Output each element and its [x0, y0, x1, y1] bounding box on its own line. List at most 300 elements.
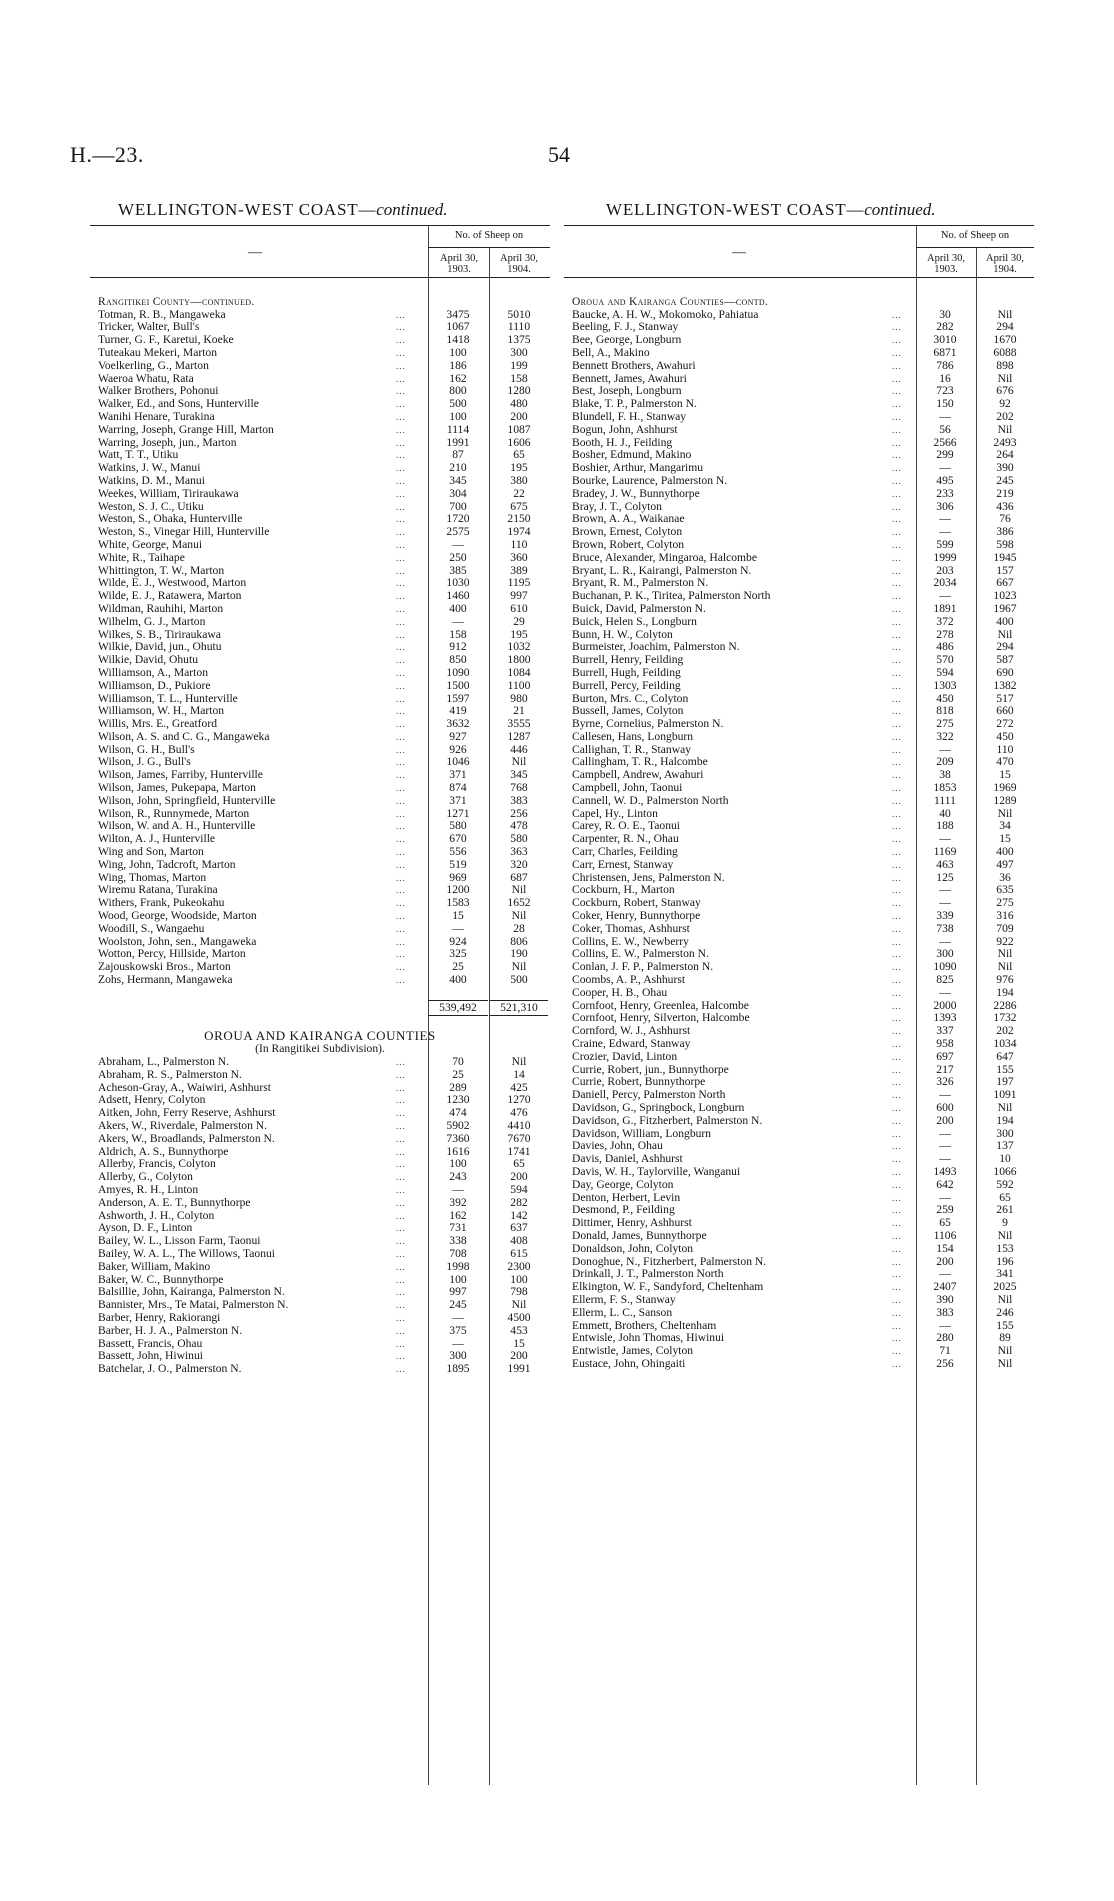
owner-name: Watt, T. T., Utiku: [98, 449, 179, 462]
leader-dots: ...: [892, 667, 902, 678]
sheep-1903-cell: 1230: [446, 1093, 470, 1107]
sheep-1904-cell: 245: [996, 473, 1014, 487]
sheep-1903-cell: 371: [449, 768, 467, 782]
owner-name: Abraham, L., Palmerston N.: [98, 1056, 230, 1069]
sheep-1903-cell: 1090: [933, 960, 957, 974]
sheep-1904-cell: 798: [510, 1285, 528, 1299]
sheep-1904-cell: 976: [996, 973, 1014, 987]
table-row: [564, 846, 1034, 859]
sheep-1903-cell: —: [939, 985, 951, 999]
leader-dots: ...: [892, 847, 902, 858]
sheep-1903-cell: 1067: [446, 320, 470, 334]
page-number: 54: [548, 142, 570, 167]
sheep-1903-cell: 850: [449, 653, 467, 667]
owner-name: Brown, A. A., Waikanae: [572, 513, 685, 526]
table-row: [564, 1153, 1034, 1166]
sheep-1903-cell: 926: [449, 742, 467, 756]
owner-name: Bourke, Laurence, Palmerston N.: [572, 474, 728, 487]
sheep-1903-cell: 150: [936, 397, 954, 411]
table-row: [564, 961, 1034, 974]
owner-name: Wilson, James, Farriby, Hunterville: [98, 769, 263, 782]
owner-name: Currie, Robert, jun., Bunnythorpe: [572, 1063, 729, 1076]
sheep-1903-cell: 372: [936, 614, 954, 628]
sheep-1903-cell: 259: [936, 1203, 954, 1217]
leader-dots: ...: [396, 770, 406, 781]
sheep-1904-cell: 1289: [993, 793, 1017, 807]
leader-dots: ...: [892, 539, 902, 550]
leader-dots: ...: [892, 731, 902, 742]
owner-name: Acheson-Gray, A., Waiwiri, Ashhurst: [98, 1081, 271, 1094]
table-row: [564, 1294, 1034, 1307]
sheep-1903-cell: 209: [936, 755, 954, 769]
sheep-1904-cell: 610: [510, 601, 528, 615]
leader-dots: ...: [396, 949, 406, 960]
owner-name: Weekes, William, Tiriraukawa: [98, 487, 239, 500]
leader-dots: ...: [396, 706, 406, 717]
leader-dots: ...: [396, 1108, 406, 1119]
owner-name: Wilson, A. S. and C. G., Mangaweka: [98, 730, 270, 743]
sheep-1904-cell: 1967: [993, 601, 1017, 615]
owner-name: Baker, W. C., Bunnythorpe: [98, 1273, 224, 1286]
table-row: [564, 1192, 1034, 1205]
sheep-1904-cell: 400: [996, 845, 1014, 859]
table-row: [564, 424, 1034, 437]
sheep-1903-cell: 958: [936, 1037, 954, 1051]
sheep-1903-cell: 337: [936, 1024, 954, 1038]
sheep-1903-cell: 2566: [933, 435, 957, 449]
leader-dots: ...: [892, 962, 902, 973]
leader-dots: ...: [396, 463, 406, 474]
sheep-1903-cell: —: [939, 1152, 951, 1166]
table-row: [564, 667, 1034, 680]
sheep-1903-cell: 200: [936, 1113, 954, 1127]
sheep-1904-cell: 264: [996, 448, 1014, 462]
sheep-1903-cell: —: [939, 832, 951, 846]
leader-dots: ...: [396, 450, 406, 461]
table-row: [564, 859, 1034, 872]
sheep-1904-cell: 195: [510, 461, 528, 475]
table-row: [564, 616, 1034, 629]
sheep-1904-cell: Nil: [997, 1356, 1013, 1370]
leader-dots: ...: [396, 642, 406, 653]
sheep-1904-cell: 360: [510, 550, 528, 564]
leader-dots: ...: [892, 373, 902, 384]
table-row: [564, 1345, 1034, 1358]
leader-dots: ...: [892, 463, 902, 474]
owner-name: Burmeister, Joachim, Palmerston N.: [572, 641, 740, 654]
sheep-1903-cell: 927: [449, 729, 467, 743]
sheep-1903-cell: 390: [936, 1292, 954, 1306]
sheep-1903-cell: 186: [449, 358, 467, 372]
sheep-1903-cell: 924: [449, 934, 467, 948]
table-row: [90, 872, 550, 885]
sheep-1904-cell: 300: [996, 1126, 1014, 1140]
leader-dots: ...: [892, 757, 902, 768]
sheep-1903-cell: 371: [449, 793, 467, 807]
sheep-1904-cell: 28: [513, 921, 525, 935]
table-row: [564, 1128, 1034, 1141]
sheep-1904-cell: 997: [510, 589, 528, 603]
sheep-1904-cell: 275: [996, 896, 1014, 910]
table-row: [564, 1012, 1034, 1025]
owner-name: Bannister, Mrs., Te Matai, Palmerston N.: [98, 1299, 289, 1312]
table-row: [90, 513, 550, 526]
sheep-1904-cell: 1110: [507, 320, 531, 334]
sheep-header: No. of Sheep on: [454, 230, 524, 241]
table-row: [564, 718, 1034, 731]
owner-name: Baucke, A. H. W., Mokomoko, Pahiatua: [572, 308, 759, 321]
owner-name: Cockburn, H., Marton: [572, 884, 675, 897]
sheep-1904-cell: Nil: [997, 806, 1013, 820]
owner-name: Bassett, John, Hiwinui: [98, 1350, 203, 1363]
sheep-1904-cell: 202: [996, 409, 1014, 423]
section-row: [90, 296, 550, 309]
sheep-1904-cell: 14: [513, 1067, 525, 1081]
table-row: [90, 897, 550, 910]
sheep-1904-cell: Nil: [997, 960, 1013, 974]
sheep-1903-cell: —: [452, 537, 464, 551]
table-row: [90, 654, 550, 667]
sheep-1904-cell: 1023: [993, 589, 1017, 603]
owner-name: Willis, Mrs. E., Greatford: [98, 718, 217, 731]
owner-name: Amyes, R. H., Linton: [98, 1183, 199, 1196]
owner-name: Cornford, W. J., Ashhurst: [572, 1025, 691, 1038]
leader-dots: ...: [396, 360, 406, 371]
owner-name: Wilkie, David, jun., Ohutu: [98, 641, 222, 654]
leader-dots: ...: [396, 757, 406, 768]
sheep-1903-cell: —: [452, 1182, 464, 1196]
sheep-1903-cell: —: [939, 589, 951, 603]
leader-dots: ...: [396, 552, 406, 563]
table-row: [564, 897, 1034, 910]
leader-dots: ...: [396, 1338, 406, 1349]
sheep-1903-cell: 697: [936, 1049, 954, 1063]
leader-dots: ...: [892, 309, 902, 320]
owner-name: Conlan, J. F. P., Palmerston N.: [572, 961, 714, 974]
owner-name: Eustace, John, Ohingaiti: [572, 1357, 686, 1370]
sheep-1903-cell: 800: [449, 384, 467, 398]
sheep-1903-cell: 40: [939, 806, 951, 820]
table-row: [564, 526, 1034, 539]
table-row: [90, 1248, 550, 1261]
sheep-1903-cell: 306: [936, 499, 954, 513]
owner-name: Warring, Joseph, Grange Hill, Marton: [98, 423, 274, 436]
owner-name: Carr, Charles, Feilding: [572, 846, 678, 859]
leader-dots: ...: [396, 1364, 406, 1375]
sheep-1903-cell: 383: [936, 1305, 954, 1319]
leader-dots: ...: [892, 1179, 902, 1190]
leader-dots: ...: [892, 680, 902, 691]
table-row: [564, 808, 1034, 821]
table-row: [90, 1286, 550, 1299]
sheep-1904-cell: 10: [999, 1152, 1011, 1166]
sheep-1903-cell: 233: [936, 486, 954, 500]
sheep-1903-cell: 289: [449, 1080, 467, 1094]
sheep-1904-cell: 6088: [993, 345, 1017, 359]
sheep-1904-cell: 1741: [507, 1144, 531, 1158]
leader-dots: ...: [892, 783, 902, 794]
sheep-1903-cell: 2034: [933, 576, 957, 590]
table-row: [90, 360, 550, 373]
sheep-1904-cell: 300: [510, 345, 528, 359]
sheep-1904-cell: 345: [510, 768, 528, 782]
table-row: [564, 1204, 1034, 1217]
leader-dots: ...: [892, 1013, 902, 1024]
sheep-1903-cell: 100: [449, 1157, 467, 1171]
stub-dash: —: [732, 245, 746, 260]
owner-name: Williamson, W. H., Marton: [98, 705, 225, 718]
sheep-1904-cell: 1606: [507, 435, 531, 449]
table-row: [90, 1094, 550, 1107]
sheep-1903-cell: 203: [936, 563, 954, 577]
table-row: [90, 1133, 550, 1146]
leader-dots: ...: [892, 859, 902, 870]
owner-name: Desmond, P., Feilding: [572, 1204, 675, 1217]
sheep-1904-cell: 383: [510, 793, 528, 807]
table-row: [564, 629, 1034, 642]
sheep-1903-cell: 3632: [446, 717, 470, 731]
table-row: [90, 936, 550, 949]
sheep-1903-cell: 2000: [933, 998, 957, 1012]
leader-dots: ...: [396, 565, 406, 576]
sheep-1903-cell: 322: [936, 729, 954, 743]
table-row: [564, 475, 1034, 488]
sheep-1903-cell: 1200: [446, 883, 470, 897]
leader-dots: ...: [892, 834, 902, 845]
sheep-1903-cell: 1106: [933, 1228, 957, 1242]
sheep-1903-cell: 1090: [446, 665, 470, 679]
year-1904-header: April 30, 1904.: [986, 253, 1024, 275]
sheep-1903-cell: 708: [449, 1246, 467, 1260]
owner-name: Collins, E. W., Newberry: [572, 935, 689, 948]
sheep-1903-cell: 7360: [446, 1131, 470, 1145]
owner-name: Walker, Ed., and Sons, Hunterville: [98, 398, 259, 411]
sheep-1904-cell: 197: [996, 1075, 1014, 1089]
owner-name: Craine, Edward, Stanway: [572, 1038, 691, 1051]
sheep-1904-cell: 9: [1002, 1216, 1008, 1230]
sheep-1903-cell: 154: [936, 1241, 954, 1255]
sheep-1904-cell: 2025: [993, 1280, 1017, 1294]
leader-dots: ...: [892, 1064, 902, 1075]
sheep-1903-cell: 245: [449, 1298, 467, 1312]
table-row: [564, 731, 1034, 744]
stub-dash: —: [248, 245, 262, 260]
sheep-1904-cell: 2286: [993, 998, 1017, 1012]
sheep-1903-cell: 200: [936, 1254, 954, 1268]
table-row: [90, 923, 550, 936]
owner-name: Donaldson, John, Colyton: [572, 1242, 694, 1255]
sheep-1903-cell: —: [939, 1139, 951, 1153]
sheep-1904-cell: 425: [510, 1080, 528, 1094]
leader-dots: ...: [396, 1069, 406, 1080]
leader-dots: ...: [892, 1269, 902, 1280]
table-row: [90, 833, 550, 846]
sheep-1904-cell: 158: [510, 371, 528, 385]
sheep-1904-cell: Nil: [997, 1292, 1013, 1306]
leader-dots: ...: [892, 975, 902, 986]
leader-dots: ...: [892, 450, 902, 461]
leader-dots: ...: [892, 1346, 902, 1357]
sheep-1904-cell: 478: [510, 819, 528, 833]
table-row: [90, 437, 550, 450]
table-row: [90, 616, 550, 629]
sheep-1904-cell: 480: [510, 397, 528, 411]
leader-dots: ...: [396, 347, 406, 358]
owner-name: Bray, J. T., Colyton: [572, 500, 662, 513]
leader-dots: ...: [396, 527, 406, 538]
sheep-1904-cell: 592: [996, 1177, 1014, 1191]
sheep-1903-cell: 325: [449, 947, 467, 961]
owner-name: Capel, Hy., Linton: [572, 807, 658, 820]
table-row: [564, 936, 1034, 949]
owner-name: Davis, Daniel, Ashhurst: [572, 1153, 683, 1166]
sheep-1904-cell: 110: [510, 537, 528, 551]
owner-name: Buick, Helen S., Longburn: [572, 615, 697, 628]
owner-name: Bogun, John, Ashhurst: [572, 423, 678, 436]
owner-name: Burrell, Percy, Feilding: [572, 679, 681, 692]
sheep-1903-cell: 256: [936, 1356, 954, 1370]
table-row: [90, 910, 550, 923]
table-row: [564, 539, 1034, 552]
leader-dots: ...: [396, 1159, 406, 1170]
sheep-1904-cell: 676: [996, 384, 1014, 398]
owner-name: Ellerm, L. C., Sanson: [572, 1306, 673, 1319]
table-row: [90, 321, 550, 334]
sheep-1903-cell: 825: [936, 973, 954, 987]
sheep-1904-cell: 294: [996, 640, 1014, 654]
sheep-1903-cell: 969: [449, 870, 467, 884]
sheep-1903-cell: 1303: [933, 678, 957, 692]
table-row: [564, 449, 1034, 462]
sheep-1904-cell: 386: [996, 525, 1014, 539]
table-row: [90, 398, 550, 411]
sheep-1903-cell: —: [939, 883, 951, 897]
sheep-1904-cell: 1974: [507, 525, 531, 539]
leader-dots: ...: [396, 335, 406, 346]
owner-name: Cockburn, Robert, Stanway: [572, 897, 701, 910]
sheep-1903-cell: 71: [939, 1344, 951, 1358]
owner-name: Campbell, Andrew, Awahuri: [572, 769, 704, 782]
owner-name: Drinkall, J. T., Palmerston North: [572, 1268, 724, 1281]
table-row: [564, 565, 1034, 578]
leader-dots: ...: [396, 1351, 406, 1362]
leader-dots: ...: [396, 923, 406, 934]
owner-name: Wotton, Percy, Hillside, Marton: [98, 948, 246, 961]
sheep-1903-cell: 1720: [446, 512, 470, 526]
sheep-1904-cell: 1066: [993, 1164, 1017, 1178]
leader-dots: ...: [892, 821, 902, 832]
sheep-1904-cell: Nil: [997, 627, 1013, 641]
owner-name: Allerby, G., Colyton: [98, 1171, 193, 1184]
leader-dots: ...: [396, 1325, 406, 1336]
sheep-1903-cell: 100: [449, 1272, 467, 1286]
leader-dots: ...: [892, 1307, 902, 1318]
table-row: [90, 1158, 550, 1171]
owner-name: Bee, George, Longburn: [572, 334, 682, 347]
owner-name: Whittington, T. W., Marton: [98, 564, 225, 577]
leader-dots: ...: [892, 795, 902, 806]
sheep-1903-cell: 1114: [446, 422, 470, 436]
table-row: [90, 808, 550, 821]
sheep-1904-cell: Nil: [511, 909, 527, 923]
table-row: [564, 1064, 1034, 1077]
table-row: [564, 488, 1034, 501]
table-row: [564, 513, 1034, 526]
owner-name: Akers, W., Broadlands, Palmerston N.: [98, 1132, 275, 1145]
table-row: [564, 782, 1034, 795]
owner-name: Cannell, W. D., Palmerston North: [572, 794, 729, 807]
sheep-1904-cell: 517: [996, 691, 1014, 705]
sheep-1904-cell: 2493: [993, 435, 1017, 449]
sheep-1903-cell: 339: [936, 909, 954, 923]
table-row: [90, 334, 550, 347]
table-row: [90, 449, 550, 462]
sheep-1904-cell: 157: [996, 563, 1014, 577]
owner-name: Cornfoot, Henry, Silverton, Halcombe: [572, 1012, 750, 1025]
sheep-1903-cell: 450: [936, 691, 954, 705]
sheep-1903-cell: 158: [449, 627, 467, 641]
sheep-1904-cell: 155: [996, 1062, 1014, 1076]
table-row: [564, 1076, 1034, 1089]
sheep-1904-cell: 690: [996, 665, 1014, 679]
sheep-1903-cell: 1271: [446, 806, 470, 820]
leader-dots: ...: [892, 629, 902, 640]
sheep-1904-cell: 898: [996, 358, 1014, 372]
sheep-1904-cell: 261: [996, 1203, 1014, 1217]
table-row: [90, 693, 550, 706]
table-row: [564, 693, 1034, 706]
table-row: [564, 910, 1034, 923]
sheep-1904-cell: 65: [513, 1157, 525, 1171]
table-row: [564, 795, 1034, 808]
sheep-1904-cell: 22: [513, 486, 525, 500]
sheep-1903-cell: 282: [936, 320, 954, 334]
right-column-heading: WELLINGTON-WEST COAST—continued.: [606, 200, 936, 219]
owner-name: Aldrich, A. S., Bunnythorpe: [98, 1145, 229, 1158]
owner-name: Carey, R. O. E., Taonui: [572, 820, 681, 833]
owner-name: Burton, Mrs. C., Colyton: [572, 692, 689, 705]
owner-name: Abraham, R. S., Palmerston N.: [98, 1068, 242, 1081]
owner-name: Adsett, Henry, Colyton: [98, 1094, 206, 1107]
table-row: [564, 820, 1034, 833]
table-row: [564, 1332, 1034, 1345]
sheep-1904-cell: 635: [996, 883, 1014, 897]
right-column-table: [564, 225, 1034, 1785]
sheep-1903-cell: 1998: [446, 1259, 470, 1273]
sheep-1904-cell: 194: [996, 985, 1014, 999]
sheep-1904-cell: 660: [996, 704, 1014, 718]
leader-dots: ...: [892, 1333, 902, 1344]
table-row: [90, 769, 550, 782]
sheep-1903-cell: —: [939, 1088, 951, 1102]
leader-dots: ...: [396, 1287, 406, 1298]
leader-dots: ...: [396, 936, 406, 947]
sheep-1904-cell: 675: [510, 499, 528, 513]
sheep-1903-cell: 1853: [933, 781, 957, 795]
sheep-1903-cell: 486: [936, 640, 954, 654]
sheep-1904-cell: 316: [996, 909, 1014, 923]
sheep-1904-cell: 29: [513, 614, 525, 628]
owner-name: Coker, Henry, Bunnythorpe: [572, 910, 701, 923]
sheep-1904-cell: 15: [513, 1336, 525, 1350]
table-row: [90, 411, 550, 424]
sheep-1904-cell: 1195: [507, 576, 531, 590]
table-row: [564, 948, 1034, 961]
leader-dots: ...: [892, 591, 902, 602]
leader-dots: ...: [892, 552, 902, 563]
table-row: [90, 756, 550, 769]
sheep-1904-cell: 1652: [507, 896, 531, 910]
